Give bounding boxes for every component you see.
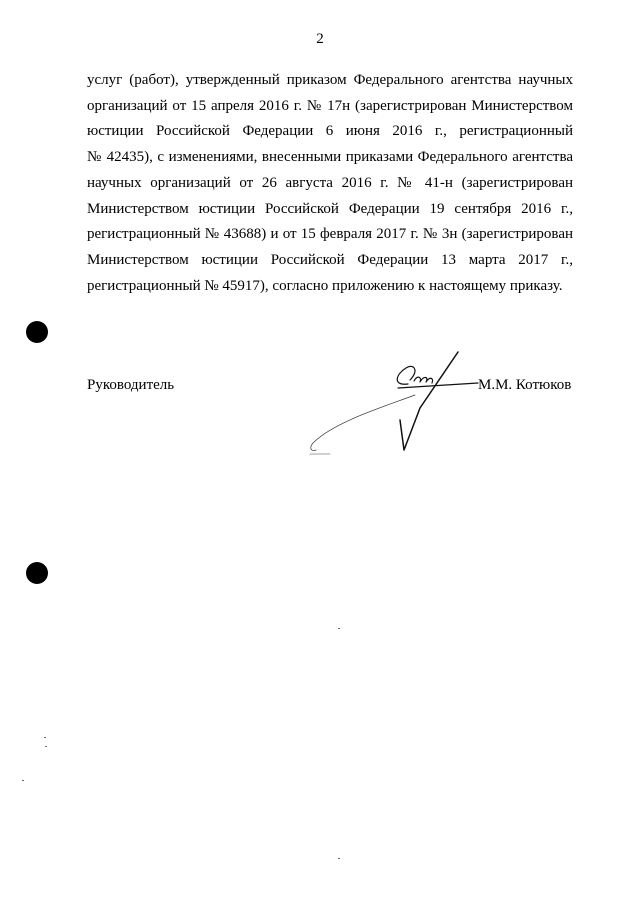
scan-speck [338, 858, 340, 859]
body-line-3: юстиции Российской Федерации 6 июня 2016 г., регистрационный [87, 123, 573, 140]
signer-title: Руководитель [87, 377, 175, 393]
body-paragraph [87, 68, 573, 299]
scan-speck [22, 780, 24, 781]
body-line-1: услуг (работ), утвержденный приказом Федерального агентства научных [87, 72, 573, 88]
page-number: 2 [316, 31, 324, 47]
scan-speck [338, 628, 340, 629]
handwritten-signature [300, 350, 490, 460]
body-line-8: Министерством юстиции Российской Федерации 13 марта 2017 г., [87, 251, 573, 268]
body-line-9: регистрационный № 45917), согласно приложению к настоящему приказу. [87, 277, 563, 294]
body-line-7: регистрационный № 43688) и от 15 февраля 2017 г. № 3н (зарегистрирован [87, 226, 573, 243]
body-line-6: Министерством юстиции Российской Федерации 19 сентября 2016 г., [87, 200, 573, 217]
body-line-2: организаций от 15 апреля 2016 г. № 17н (зарегистрирован Министерством [87, 97, 573, 114]
scan-speck [44, 737, 46, 738]
signer-name: М.М. Котюков [478, 377, 572, 393]
punch-hole-top [26, 321, 48, 343]
body-line-4: № 42435), с изменениями, внесенными приказами Федерального агентства [87, 149, 573, 166]
body-line-5: научных организаций от 26 августа 2016 г. № 41-н (зарегистрирован [87, 174, 573, 191]
punch-hole-bottom [26, 562, 48, 584]
scan-speck [45, 746, 47, 747]
